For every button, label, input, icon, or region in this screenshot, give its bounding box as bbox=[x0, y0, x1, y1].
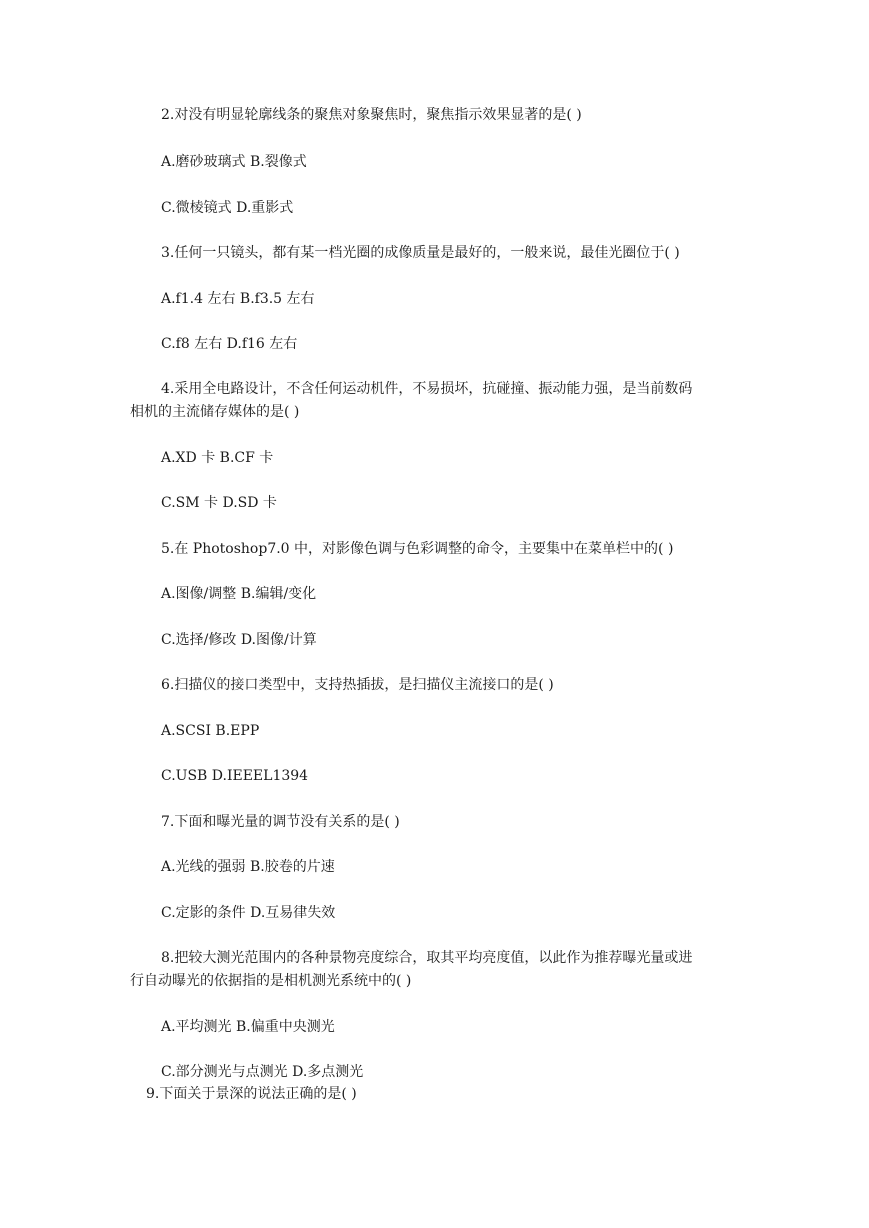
question-8-stem-line-2: 行自动曝光的依据指的是相机测光系统中的( ) bbox=[130, 973, 412, 989]
question-6-options-cd: C.USB D.IEEEL1394 bbox=[161, 768, 309, 784]
question-5-stem: 5.在 Photoshop7.0 中，对影像色调与色彩调整的命令，主要集中在菜单栏中的( ) bbox=[161, 541, 674, 557]
question-7-stem: 7.下面和曝光量的调节没有关系的是( ) bbox=[161, 814, 400, 830]
question-4-stem-line-2: 相机的主流储存媒体的是( ) bbox=[130, 404, 300, 420]
question-2-stem: 2.对没有明显轮廓线条的聚焦对象聚焦时，聚焦指示效果显著的是( ) bbox=[161, 107, 582, 123]
question-7-options-cd: C.定影的条件 D.互易律失效 bbox=[161, 905, 336, 921]
question-4-stem-line-1: 4.采用全电路设计，不含任何运动机件，不易损坏，抗碰撞、振动能力强，是当前数码 bbox=[161, 381, 693, 397]
question-3-options-ab: A.f1.4 左右 B.f3.5 左右 bbox=[161, 291, 315, 307]
question-5-options-ab: A.图像/调整 B.编辑/变化 bbox=[161, 586, 317, 602]
question-6-options-ab: A.SCSI B.EPP bbox=[161, 723, 260, 739]
question-8-options-ab: A.平均测光 B.偏重中央测光 bbox=[161, 1019, 335, 1035]
question-3-stem: 3.任何一只镜头，都有某一档光圈的成像质量是最好的，一般来说，最佳光圈位于( ) bbox=[161, 245, 680, 261]
question-7-options-ab: A.光线的强弱 B.胶卷的片速 bbox=[161, 859, 335, 875]
question-2-options-ab: A.磨砂玻璃式 B.裂像式 bbox=[161, 154, 307, 170]
question-4-options-ab: A.XD 卡 B.CF 卡 bbox=[161, 450, 274, 466]
question-8-options-cd: C.部分测光与点测光 D.多点测光 bbox=[161, 1064, 364, 1080]
question-8-stem-line-1: 8.把较大测光范围内的各种景物亮度综合，取其平均亮度值，以此作为推荐曝光量或进 bbox=[161, 950, 693, 966]
question-6-stem: 6.扫描仪的接口类型中，支持热插拔，是扫描仪主流接口的是( ) bbox=[161, 677, 554, 693]
question-9-stem: 9.下面关于景深的说法正确的是( ) bbox=[146, 1086, 357, 1102]
question-5-options-cd: C.选择/修改 D.图像/计算 bbox=[161, 632, 317, 648]
question-2-options-cd: C.微棱镜式 D.重影式 bbox=[161, 200, 294, 216]
question-3-options-cd: C.f8 左右 D.f16 左右 bbox=[161, 336, 298, 352]
question-4-options-cd: C.SM 卡 D.SD 卡 bbox=[161, 495, 277, 511]
